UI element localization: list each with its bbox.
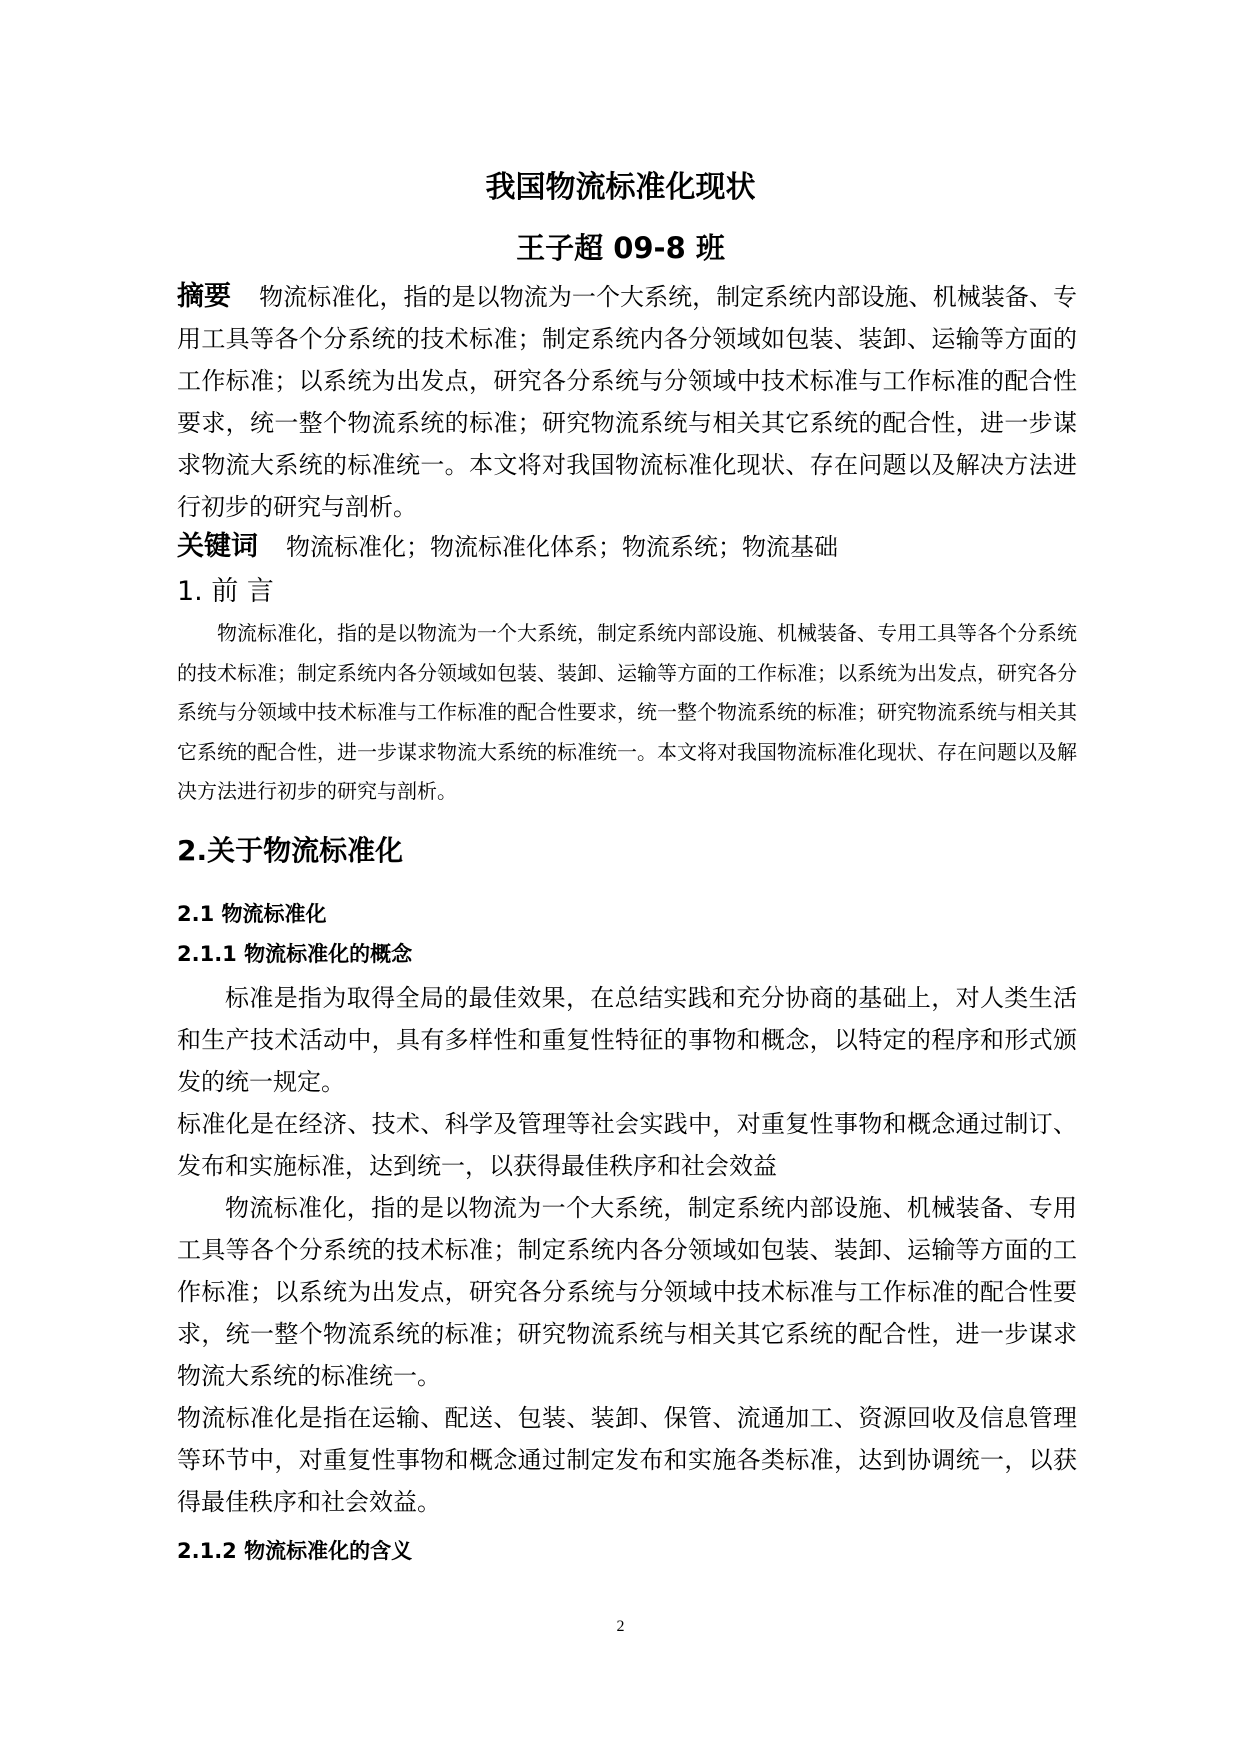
abstract-paragraph — [177, 276, 1077, 528]
subsection-2-1-2-heading: 2.1.2 物流标准化的含义 — [177, 1539, 413, 1563]
document-title: 我国物流标准化现状 — [485, 170, 756, 205]
keywords-label: 关键词 — [177, 531, 258, 562]
standard-definition-paragraph: 标准是指为取得全局的最佳效果，在总结实践和充分协商的基础上，对人类生活和生产技术活动中，具有多样性和重复性特征的事物和概念，以特定的程序和形式颁发的统一规定。 — [177, 984, 1077, 1096]
keywords-line — [177, 526, 1077, 568]
subsection-2-1-1-heading: 2.1.1 物流标准化的概念 — [177, 942, 413, 966]
author-line: 王子超 09-8 班 — [516, 231, 725, 265]
logistics-standardization-paragraph: 物流标准化，指的是以物流为一个大系统，制定系统内部设施、机械装备、专用工具等各个分系统的技术标准；制定系统内各分领域如包装、装卸、运输等方面的工作标准；以系统为出发点，研究各分系统与分领域中技术标准与工作标准的配合性要求，统一整个物流系统的标准；研究物流系统与相关其它系统的配合性，进一步谋求物流大系统的标准统一。 — [177, 1194, 1077, 1390]
section-1-heading: 1. 前 言 — [177, 576, 274, 607]
logistics-definition-paragraph: 物流标准化是指在运输、配送、包装、装卸、保管、流通加工、资源回收及信息管理等环节中，对重复性事物和概念通过制定发布和实施各类标准，达到协调统一，以获得最佳秩序和社会效益。 — [177, 1404, 1077, 1516]
section-1-paragraph: 物流标准化，指的是以物流为一个大系统，制定系统内部设施、机械装备、专用工具等各个分系统的技术标准；制定系统内各分领域如包装、装卸、运输等方面的工作标准；以系统为出发点，研究各分系统与分领域中技术标准与工作标准的配合性要求，统一整个物流系统的标准；研究物流系统与相关其它系统的配合性，进一步谋求物流大系统的标准统一。本文将对我国物流标准化现状、存在问题以及解决方法进行初步的研究与剖析。 — [177, 621, 1077, 803]
abstract-label: 摘要 — [177, 281, 232, 312]
keywords-section — [177, 526, 1077, 568]
section-1-body — [177, 614, 1077, 812]
page-number: 2 — [616, 1618, 625, 1635]
keywords-text: 物流标准化；物流标准化体系；物流系统；物流基础 — [286, 533, 838, 561]
abstract-section — [177, 276, 1077, 528]
abstract-text: 物流标准化，指的是以物流为一个大系统，制定系统内部设施、机械装备、专用工具等各个分系统的技术标准；制定系统内各分领域如包装、装卸、运输等方面的工作标准；以系统为出发点，研究各分系统与分领域中技术标准与工作标准的配合性要求，统一整个物流系统的标准；研究物流系统与相关其它系统的配合性，进一步谋求物流大系统的标准统一。本文将对我国物流标准化现状、存在问题以及解决方法进行初步的研究与剖析。 — [177, 283, 1078, 521]
subsection-2-1-1-body — [177, 977, 1077, 1523]
subsection-2-1-heading: 2.1 物流标准化 — [177, 902, 327, 926]
section-2-heading: 2.关于物流标准化 — [177, 834, 404, 867]
standardization-paragraph: 标准化是在经济、技术、科学及管理等社会实践中，对重复性事物和概念通过制订、发布和实施标准，达到统一，以获得最佳秩序和社会效益 — [177, 1110, 1077, 1180]
